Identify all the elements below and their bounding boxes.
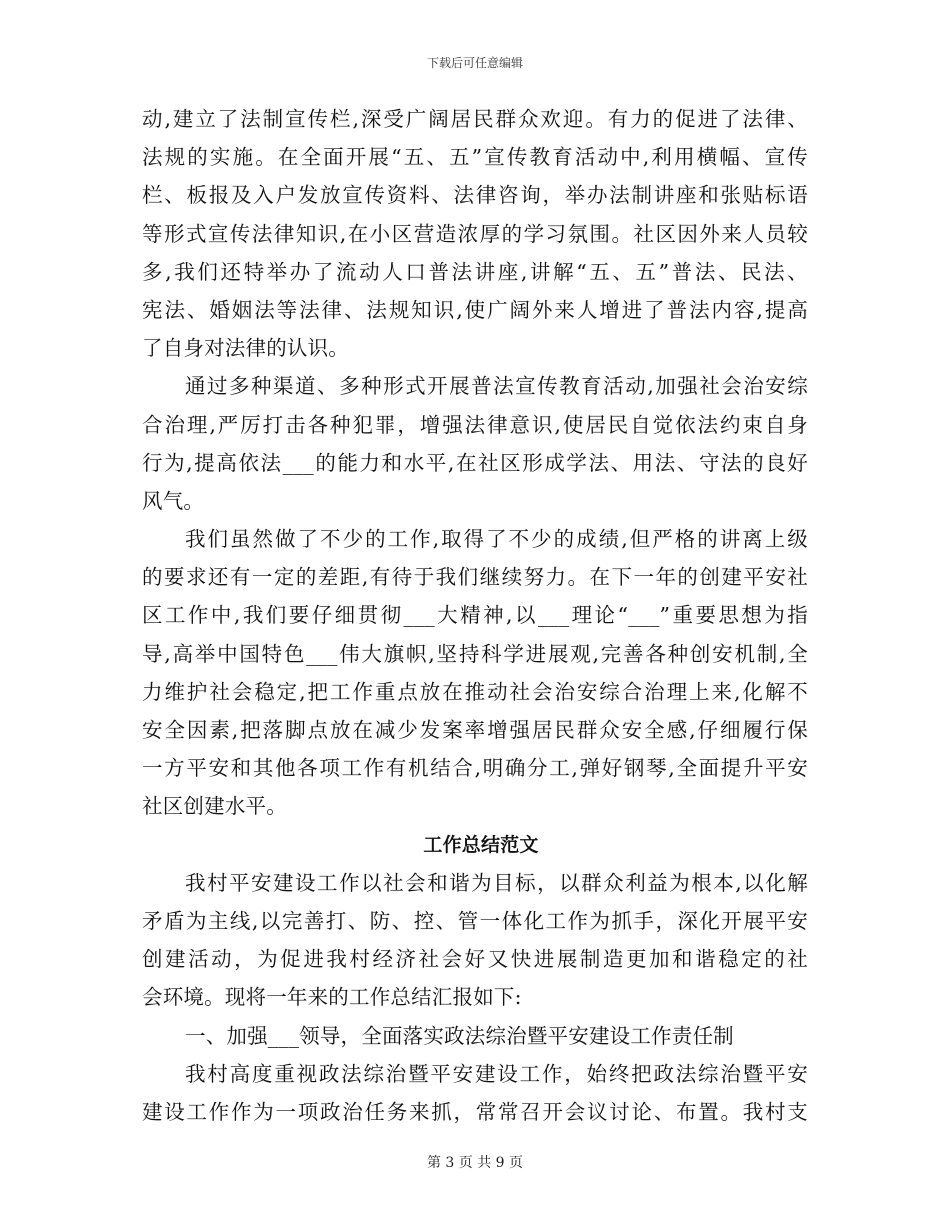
text-line: 动,建立了法制宣传栏,深受广阔居民群众欢迎。有力的促进了法律、 <box>142 107 808 131</box>
text-line: 等形式宣传法律知识,在小区营造浓厚的学习氛围。社区因外来人员较 <box>142 221 808 246</box>
text-line: 了自身对法律的认识。 <box>142 336 349 361</box>
text-line: 导,高举中国特色___伟大旗帜,坚持科学进展观,完善各种创安机制,全 <box>142 641 808 666</box>
text-line: 我村平安建设工作以社会和谐为目标，以群众利益为根本,以化解 <box>185 870 808 895</box>
text-line: 安全因素,把落脚点放在减少发案率增强居民群众安全感,仔细履行保 <box>142 718 808 742</box>
page-header-note: 下载后可任意编辑 <box>426 56 523 70</box>
text-line: 栏、板报及入户发放宣传资料、法律咨询，举办法制讲座和张贴标语 <box>142 183 808 208</box>
text-line: 我村高度重视政法综治暨平安建设工作，始终把政法综治暨平安 <box>185 1061 808 1086</box>
text-line: 一方平安和其他各项工作有机结合,明确分工,弹好钢琴,全面提升平安 <box>142 756 808 781</box>
text-line: 会环境。现将一年来的工作总结汇报如下: <box>142 985 522 1010</box>
text-line: 力维护社会稳定,把工作重点放在推动社会治安综合治理上来,化解不 <box>142 679 808 704</box>
text-line: 风气。 <box>142 488 205 513</box>
text-line: 创建活动，为促进我村经济社会好又快进展制造更加和谐稳定的社 <box>142 947 808 972</box>
text-line: 多,我们还特举办了流动人口普法讲座,讲解“五、五”普法、民法、 <box>142 259 808 284</box>
text-line: 的要求还有一定的差距,有待于我们继续努力。在下一年的创建平安社 <box>142 565 808 590</box>
text-line: 区工作中,我们要仔细贯彻___大精神,以___理论“___”重要思想为指 <box>142 603 808 628</box>
section-heading: 一、加强___领导，全面落实政法综治暨平安建设工作责任制 <box>185 1023 734 1048</box>
document-body <box>142 100 808 1131</box>
text-line: 法规的实施。在全面开展“五、五”宣传教育活动中,利用横幅、宣传 <box>142 145 808 170</box>
text-line: 通过多种渠道、多种形式开展普法宣传教育活动,加强社会治安综 <box>185 374 808 399</box>
text-line: 社区创建水平。 <box>142 794 287 819</box>
text-line: 行为,提高依法___的能力和水平,在社区形成学法、用法、守法的良好 <box>142 450 808 475</box>
page-number: 第 3 页 共 9 页 <box>426 1155 524 1171</box>
text-line: 矛盾为主线,以完善打、防、控、管一体化工作为抓手，深化开展平安 <box>142 908 808 933</box>
text-line: 合治理,严厉打击各种犯罪，增强法律意识,使居民自觉依法约束自身 <box>142 412 808 437</box>
section-title: 工作总结范文 <box>423 833 539 856</box>
text-line: 我们虽然做了不少的工作,取得了不少的成绩,但严格的讲离上级 <box>185 527 808 552</box>
text-line: 宪法、婚姻法等法律、法规知识,使广阔外来人增进了普法内容,提高 <box>142 297 808 322</box>
text-line: 建设工作作为一项政治任务来抓，常常召开会议讨论、布置。我村支 <box>142 1099 808 1124</box>
